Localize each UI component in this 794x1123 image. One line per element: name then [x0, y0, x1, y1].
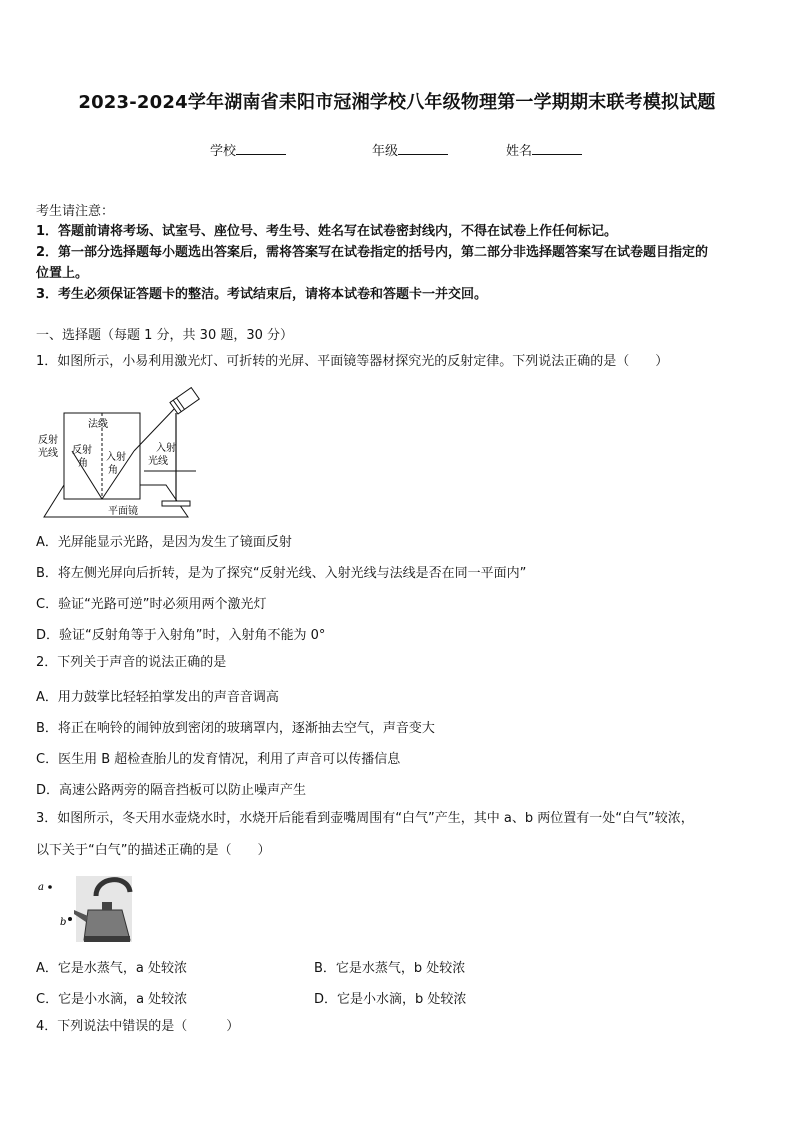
option-d: D．它是小水滴，b 处较浓: [314, 992, 467, 1007]
reflect-angle-label: 角: [78, 458, 88, 469]
school-label: 学校: [210, 144, 237, 159]
reflect-angle-label: 反射: [72, 445, 92, 456]
notice-item: 2．第一部分选择题每小题选出答案后，需将答案写在试卷指定的括号内，第二部分非选择题答案写在试卷题目指定的: [36, 245, 709, 260]
notice-item: 3．考生必须保证答题卡的整洁。考试结束后，请将本试卷和答题卡一并交回。: [36, 287, 488, 302]
option-a: A．光屏能显示光路，是因为发生了镜面反射: [36, 535, 292, 550]
question-3-stem: 3．如图所示，冬天用水壶烧水时，水烧开后能看到壶嘴周围有“白气”产生，其中 a、b 两位置有一处“白气”较浓，: [36, 811, 694, 826]
notice-item: 位置上。: [36, 266, 89, 281]
notice-heading: 考生请注意：: [36, 204, 115, 219]
name-field: [506, 140, 582, 159]
grade-label: 年级: [372, 144, 399, 159]
question-3-stem: 以下关于“白气”的描述正确的是（ ）: [36, 843, 271, 858]
notice-item: 1．答题前请将考场、试室号、座位号、考生号、姓名写在试卷密封线内，不得在试卷上作任何标记。: [36, 224, 618, 239]
kettle-figure: [36, 870, 136, 945]
question-1-stem: 1．如图所示，小易利用激光灯、可折转的光屏、平面镜等器材探究光的反射定律。下列说法正确的是（ ）: [36, 354, 669, 369]
option-c: C．它是小水滴，a 处较浓: [36, 992, 188, 1007]
position-a-label: a: [38, 882, 44, 893]
option-d: D．验证“反射角等于入射角”时，入射角不能为 0°: [36, 628, 326, 643]
page-title: 2023-2024学年湖南省耒阳市冠湘学校八年级物理第一学期期末联考模拟试题: [78, 92, 716, 113]
reflect-ray-label: 反射: [38, 435, 58, 446]
option-b: B．将左侧光屏向后折转，是为了探究“反射光线、入射光线与法线是否在同一平面内”: [36, 566, 527, 581]
grade-field: [372, 140, 448, 159]
option-c: C．验证“光路可逆”时必须用两个激光灯: [36, 597, 267, 612]
incident-ray-label: 光线: [148, 456, 168, 467]
name-blank: [532, 142, 582, 155]
question-4-stem: 4．下列说法中错误的是（ ）: [36, 1019, 240, 1034]
incident-angle-label: 角: [108, 465, 118, 476]
mirror-label: 平面镜: [108, 506, 138, 517]
option-a: A．它是水蒸气，a 处较浓: [36, 961, 187, 976]
question-2-stem: 2．下列关于声音的说法正确的是: [36, 655, 227, 670]
incident-ray-label: 入射: [156, 443, 176, 454]
reflection-experiment-figure: [36, 385, 211, 520]
option-b: B．将正在响铃的闹钟放到密闭的玻璃罩内，逐渐抽去空气，声音变大: [36, 721, 435, 736]
option-a: A．用力鼓掌比轻轻拍掌发出的声音音调高: [36, 690, 279, 705]
school-blank: [236, 142, 286, 155]
school-field: [210, 140, 286, 159]
option-d: D．高速公路两旁的隔音挡板可以防止噪声产生: [36, 783, 307, 798]
option-b: B．它是水蒸气，b 处较浓: [314, 961, 466, 976]
reflect-ray-label: 光线: [38, 448, 58, 459]
normal-label: 法线: [88, 419, 108, 430]
grade-blank: [398, 142, 448, 155]
option-c: C．医生用 B 超检查胎儿的发育情况，利用了声音可以传播信息: [36, 752, 401, 767]
section-heading: 一、选择题（每题 1 分，共 30 题，30 分）: [36, 328, 294, 343]
name-label: 姓名: [506, 144, 533, 159]
position-b-label: b: [60, 917, 67, 928]
incident-angle-label: 入射: [106, 452, 126, 463]
